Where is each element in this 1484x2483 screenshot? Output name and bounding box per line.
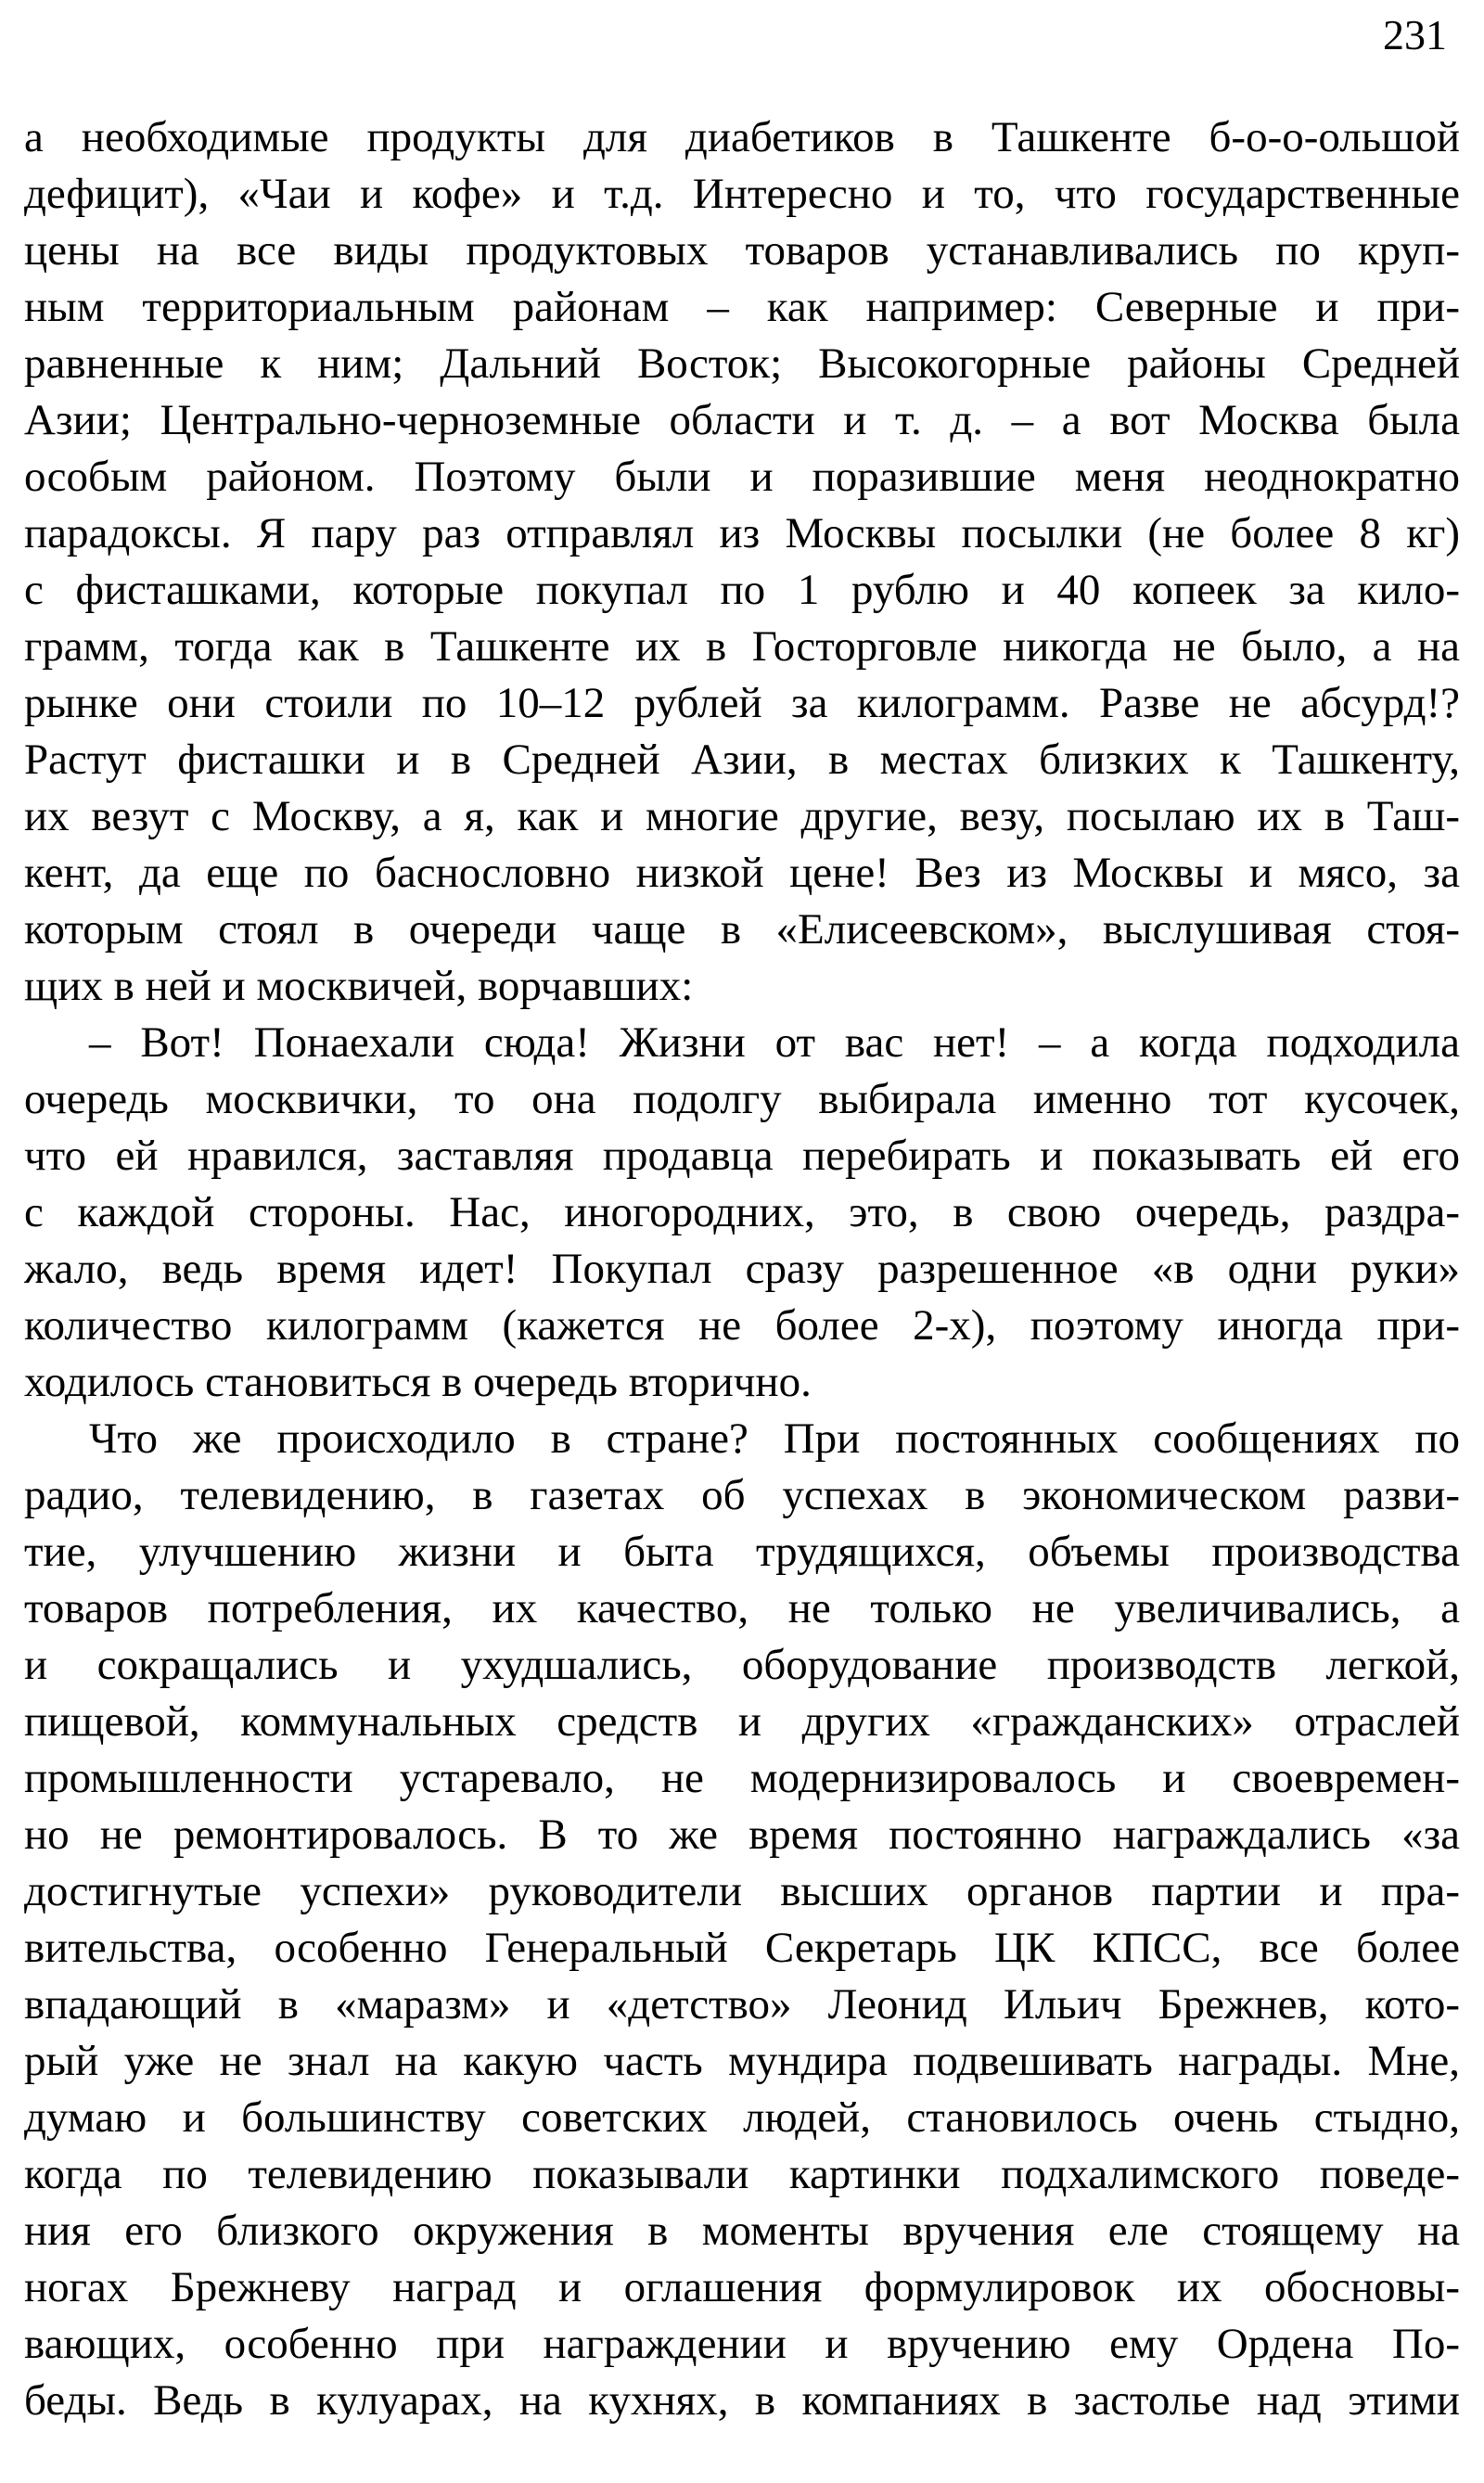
text-line: промышленности устаревало, не модернизировалось и своевремен- (24, 1754, 1460, 1802)
text-line: что ей нравился, заставляя продавца перебирать и показывать ей его (24, 1132, 1460, 1180)
text-line: их везут с Москву, а я, как и многие другие, везу, посылаю их в Таш- (24, 792, 1460, 840)
text-line: пищевой, коммунальных средств и других «гражданских» отраслей (24, 1697, 1460, 1746)
text-line: – Вот! Понаехали сюда! Жизни от вас нет! – а когда подходила (89, 1018, 1460, 1067)
text-line: рый уже не знал на какую часть мундира подвешивать награды. Мне, (24, 2037, 1460, 2085)
text-line: дефицит), «Чаи и кофе» и т.д. Интересно и то, что государственные (24, 170, 1460, 218)
text-line: которым стоял в очереди чаще в «Елисеевском», выслушивая стоя- (24, 905, 1460, 954)
text-line: цены на все виды продуктовых товаров устанавливались по круп- (24, 226, 1460, 275)
text-line: Растут фисташки и в Средней Азии, в местах близких к Ташкенту, (24, 736, 1460, 784)
text-line: вительства, особенно Генеральный Секретарь ЦК КПСС, все более (24, 1924, 1460, 1972)
text-line: ния его близкого окружения в моменты вручения еле стоящему на (24, 2207, 1460, 2255)
text-line: ногах Брежневу наград и оглашения формулировок их обосновы- (24, 2263, 1460, 2311)
text-line: очередь москвички, то она подолгу выбирала именно тот кусочек, (24, 1075, 1460, 1123)
text-line: вающих, особенно при награждении и вручению ему Ордена По- (24, 2320, 1460, 2368)
text-line: равненные к ним; Дальний Восток; Высокогорные районы Средней (24, 339, 1460, 388)
text-line: Что же происходило в стране? При постоянных сообщениях по (89, 1414, 1460, 1463)
text-line: и сокращались и ухудшались, оборудование производств легкой, (24, 1641, 1460, 1689)
text-line: рынке они стоили по 10–12 рублей за килограмм. Разве не абсурд!? (24, 679, 1460, 727)
text-line: парадоксы. Я пару раз отправлял из Москвы посылки (не более 8 кг) (24, 509, 1460, 557)
text-line: тие, улучшению жизни и быта трудящихся, объемы производства (24, 1528, 1460, 1576)
text-line: грамм, тогда как в Ташкенте их в Госторговле никогда не было, а на (24, 622, 1460, 671)
text-line: с фисташками, которые покупал по 1 рублю и 40 копеек за кило- (24, 566, 1460, 614)
text-line: но не ремонтировалось. В то же время постоянно награждались «за (24, 1811, 1460, 1859)
text-line: впадающий в «маразм» и «детство» Леонид Ильич Брежнев, кото- (24, 1980, 1460, 2029)
text-line: а необходимые продукты для диабетиков в Ташкенте б-о-о-ольшой (24, 113, 1460, 161)
text-line: количество килограмм (кажется не более 2-х), поэтому иногда при- (24, 1301, 1460, 1350)
text-line: ным территориальным районам – как например: Северные и при- (24, 283, 1460, 331)
text-line: когда по телевидению показывали картинки подхалимского поведе- (24, 2150, 1460, 2198)
text-line: особым районом. Поэтому были и поразившие меня неоднократно (24, 453, 1460, 501)
text-line: Азии; Центрально-черноземные области и т. д. – а вот Москва была (24, 396, 1460, 444)
text-line: думаю и большинству советских людей, становилось очень стыдно, (24, 2093, 1460, 2142)
text-line: ходилось становиться в очередь вторично. (24, 1358, 812, 1406)
text-line: беды. Ведь в кулуарах, на кухнях, в компаниях в застолье над этими (24, 2376, 1460, 2425)
text-line: щих в ней и москвичей, ворчавших: (24, 962, 694, 1010)
text-line: с каждой стороны. Нас, иногородних, это, в свою очередь, раздра- (24, 1188, 1460, 1236)
text-block (24, 109, 1460, 2429)
text-line: достигнутые успехи» руководители высших органов партии и пра- (24, 1867, 1460, 1915)
text-line: жало, ведь время идет! Покупал сразу разрешенное «в одни руки» (24, 1245, 1460, 1293)
text-line: кент, да еще по баснословно низкой цене! Вез из Москвы и мясо, за (24, 849, 1460, 897)
page-number: 231 (1383, 11, 1447, 58)
text-line: радио, телевидению, в газетах об успехах в экономическом разви- (24, 1471, 1460, 1519)
text-line: товаров потребления, их качество, не только не увеличивались, а (24, 1584, 1460, 1632)
